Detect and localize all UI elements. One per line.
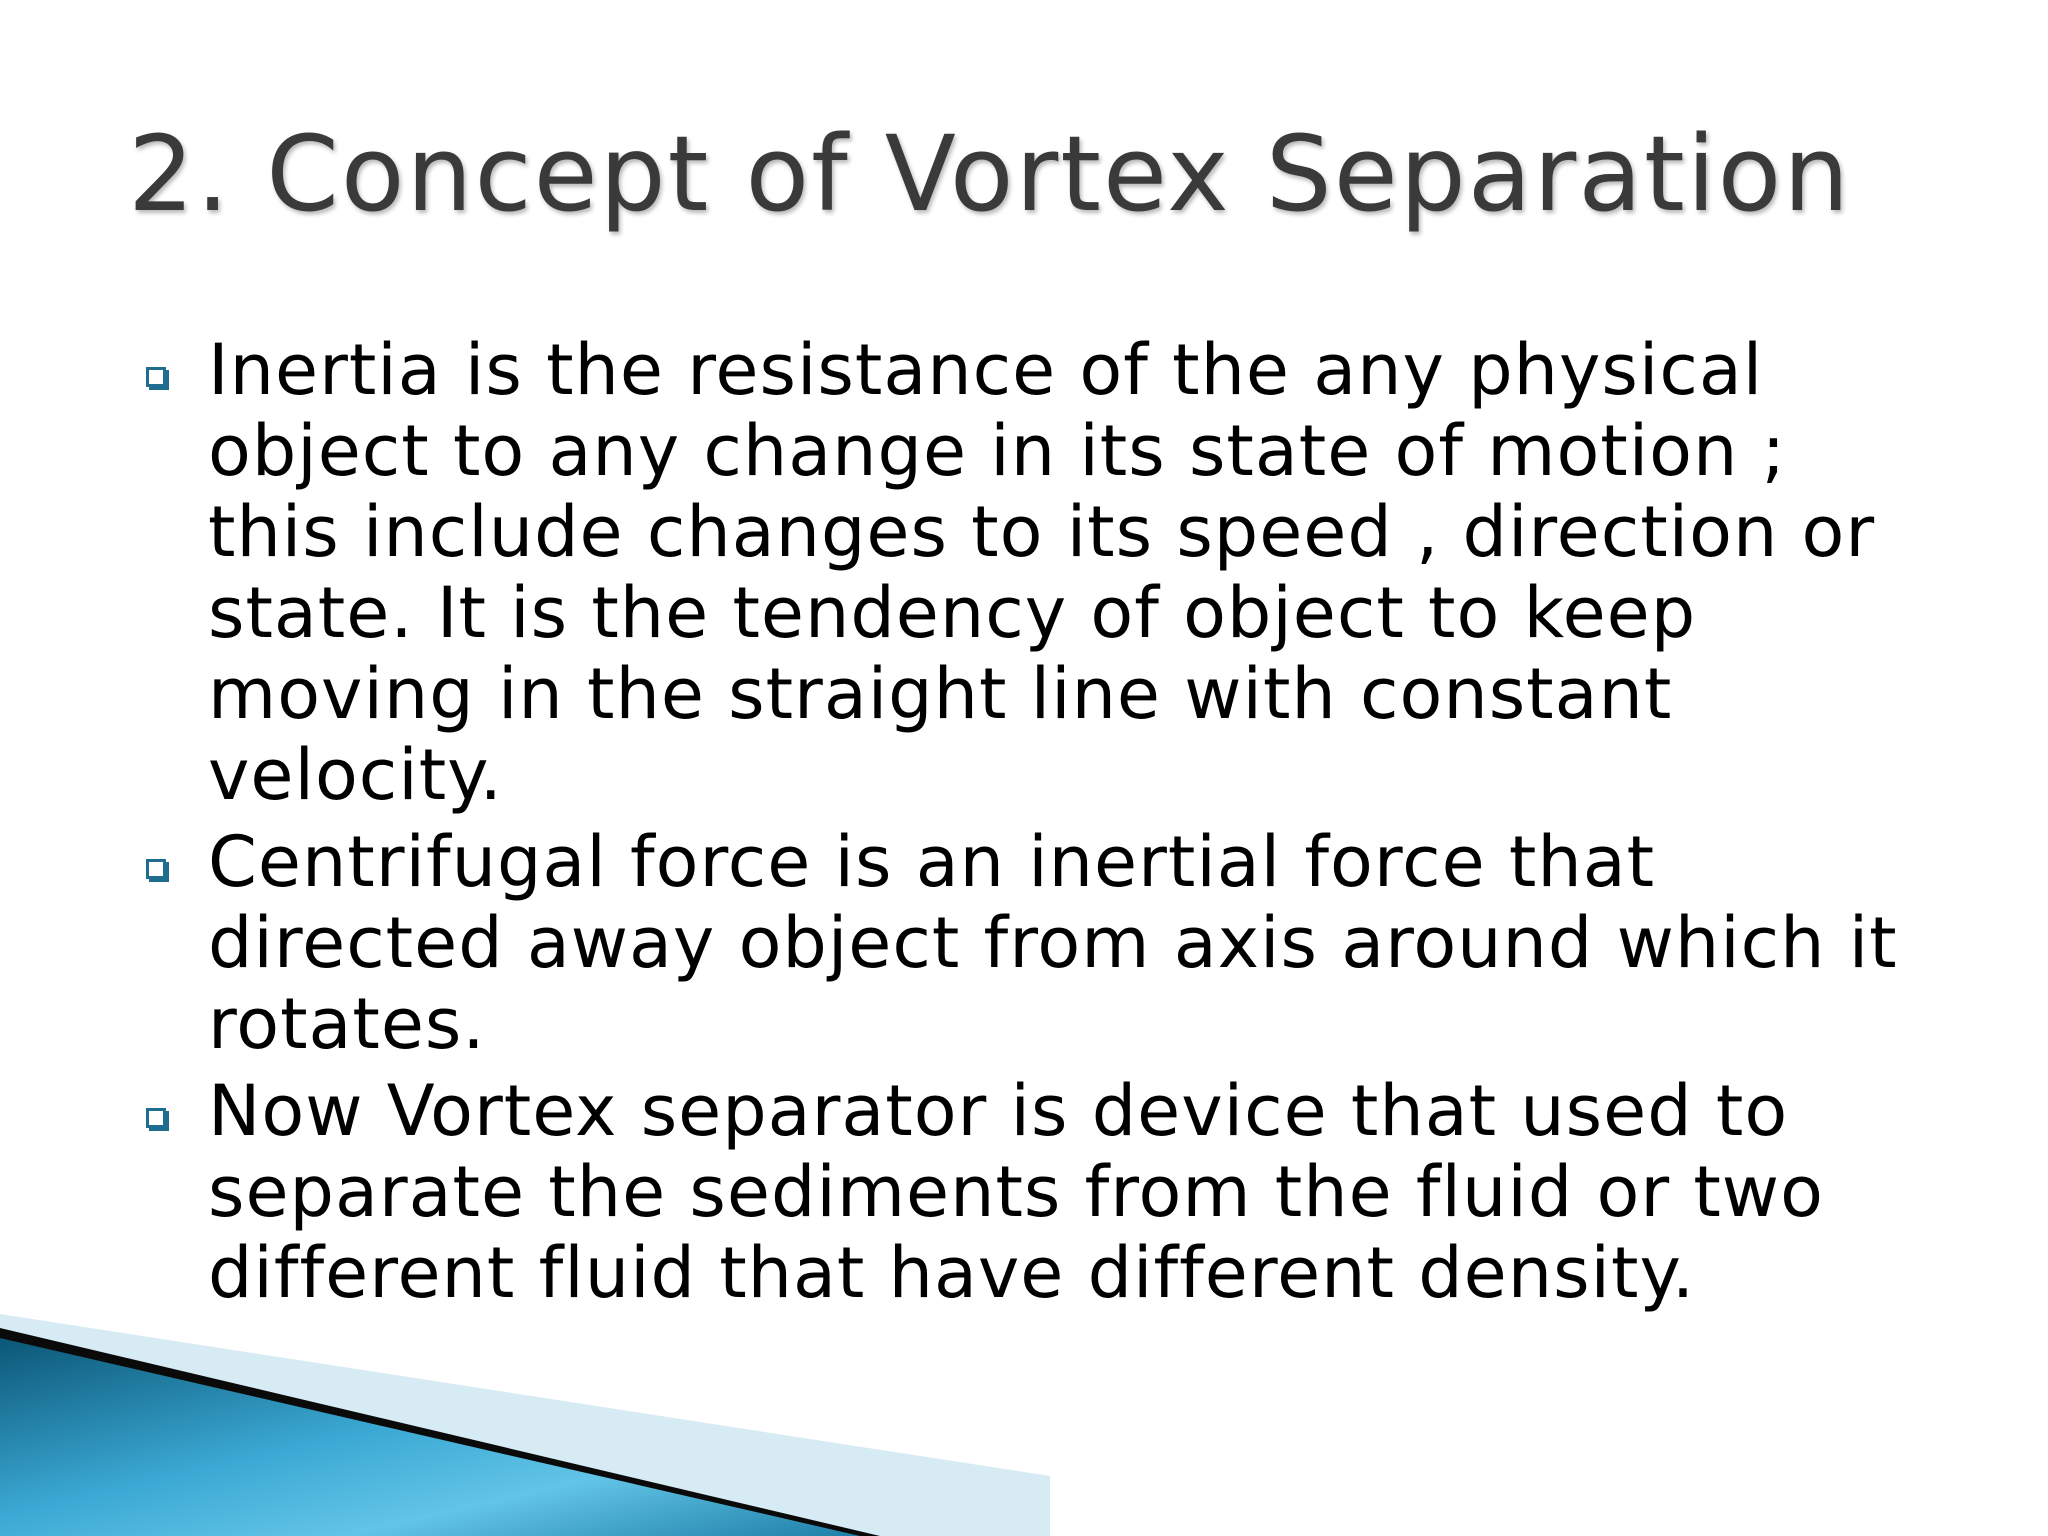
bullet-text: Now Vortex separator is device that used to separate the sediments from the fluid or two different fluid that have different density. (208, 1070, 1824, 1314)
hollow-square-bullet-icon (146, 367, 166, 387)
hollow-square-bullet-icon (146, 859, 166, 879)
bullet-text: Inertia is the resistance of the any physical object to any change in its state of motion ; this include changes to its speed , direction or state. It is the tendency of object to keep moving in the straight line with constant velocity. (208, 329, 1876, 816)
hollow-square-bullet-icon (146, 1108, 166, 1128)
bullet-list (146, 330, 1926, 1320)
slide-title: 2. Concept of Vortex Separation (128, 113, 1852, 235)
bullet-item (146, 822, 1926, 1065)
bullet-item (146, 330, 1926, 816)
bullet-text: Centrifugal force is an inertial force that directed away object from axis around which it rotates. (208, 821, 1898, 1065)
decorative-corner-swoosh (0, 1276, 1050, 1536)
